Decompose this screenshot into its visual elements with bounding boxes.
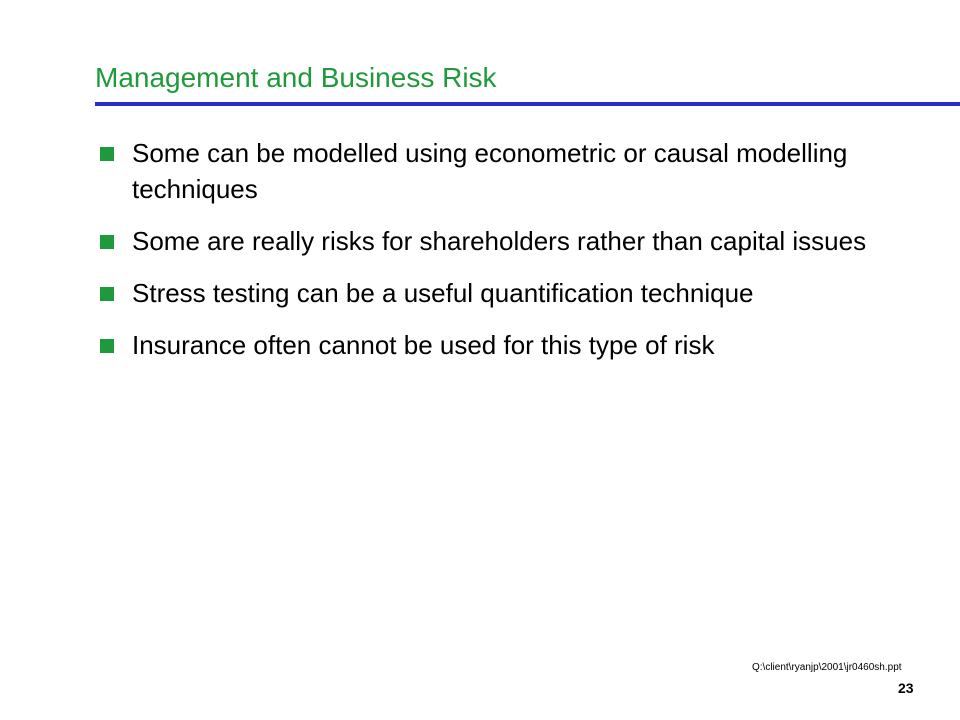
slide-title: Management and Business Risk [95, 62, 497, 93]
bullet-text: Stress testing can be a useful quantification technique [132, 278, 754, 308]
square-bullet-icon [100, 147, 114, 161]
square-bullet-icon [100, 235, 114, 249]
bullet-item [100, 223, 920, 259]
bullet-text: Some are really risks for shareholders rather than capital issues [132, 226, 867, 256]
bullet-item [100, 275, 920, 311]
page-number: 23 [898, 680, 914, 696]
title-underline [95, 102, 960, 106]
bullet-item [100, 327, 920, 363]
square-bullet-icon [100, 287, 114, 301]
bullet-text: Insurance often cannot be used for this type of risk [132, 330, 715, 360]
bullet-text: Some can be modelled using econometric or causal modelling techniques [132, 138, 848, 204]
bullet-list [100, 135, 920, 379]
bullet-item [100, 135, 920, 207]
file-path: Q:\client\ryanjp\2001\jr0460sh.ppt [752, 662, 902, 673]
square-bullet-icon [100, 339, 114, 353]
